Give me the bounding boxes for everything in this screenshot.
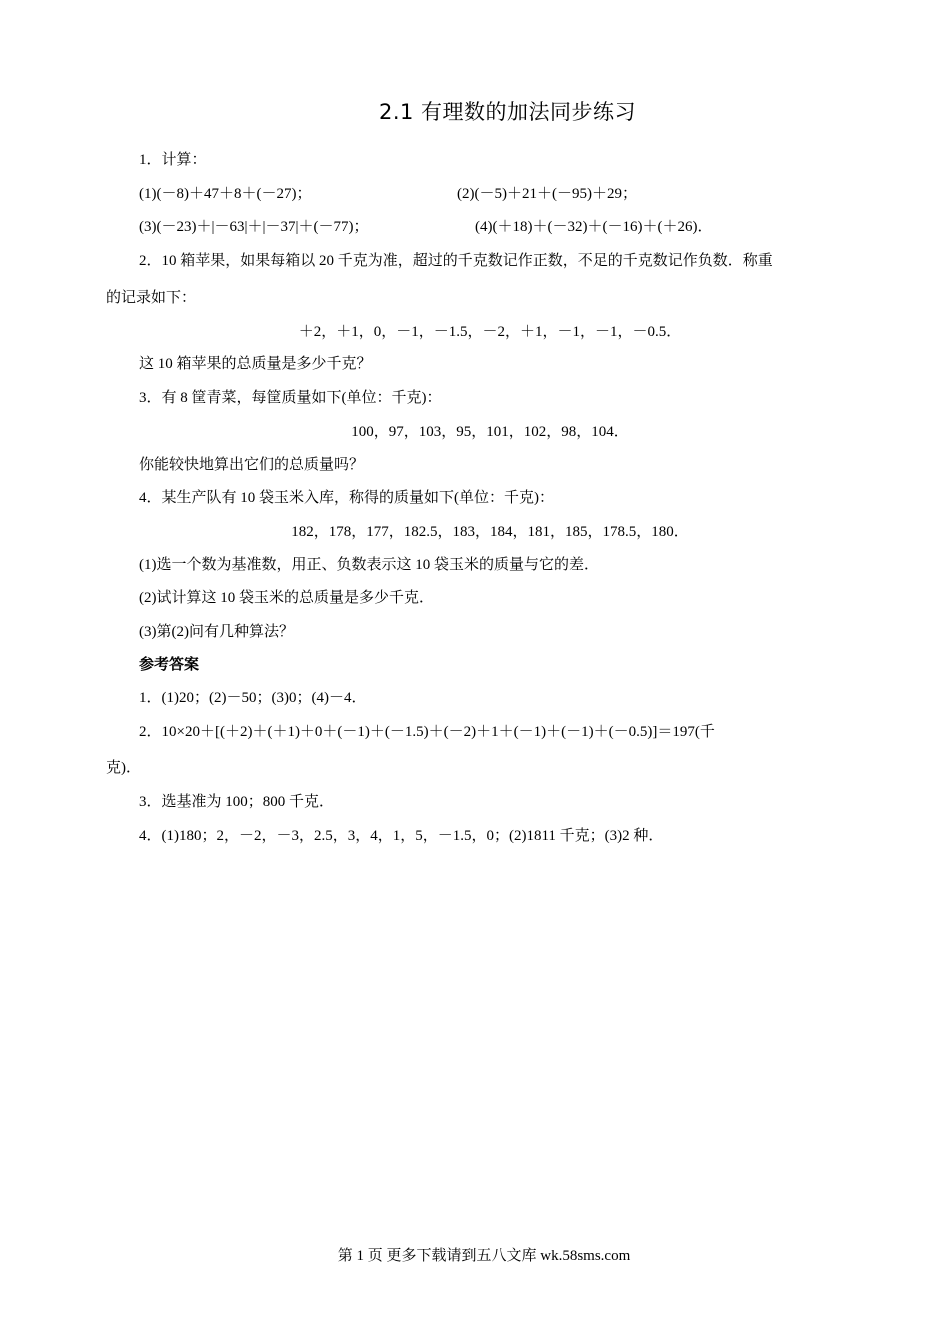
question-1-item-4: (4)(＋18)＋(－32)＋(－16)＋(＋26)． <box>475 219 713 235</box>
question-1-heading: 1．计算： <box>139 152 207 168</box>
question-3-text: 3．有 8 筐青菜，每筐质量如下(单位：千克)： <box>139 390 442 406</box>
answer-4: 4．(1)180；2，－2，－3，2.5，3，4，1，5，－1.5，0；(2)1811 千克；(3)2 种． <box>139 828 664 844</box>
answer-3: 3．选基准为 100；800 千克． <box>139 794 335 810</box>
question-2-text-line1: 2．10 箱苹果，如果每箱以 20 千克为准，超过的千克数记作正数，不足的千克数记作负数．称重 <box>139 253 773 269</box>
question-2-data: ＋2，＋1，0，－1，－1.5，－2，＋1，－1，－1，－0.5． <box>298 324 682 340</box>
question-2-question: 这 10 箱苹果的总质量是多少千克？ <box>139 356 372 372</box>
question-4-text: 4．某生产队有 10 袋玉米入库，称得的质量如下(单位：千克)： <box>139 490 554 506</box>
page-footer: 第 1 页 更多下载请到五八文库 wk.58sms.com <box>337 1248 631 1264</box>
page-title: 2.1 有理数的加法同步练习 <box>378 100 637 124</box>
question-1-item-1: (1)(－8)＋47＋8＋(－27)； <box>139 186 312 202</box>
question-1-item-2: (2)(－5)＋21＋(－95)＋29； <box>457 186 637 202</box>
question-3-data: 100，97，103，95，101，102，98，104． <box>351 424 629 440</box>
question-4-part-3: (3)第(2)问有几种算法？ <box>139 624 294 640</box>
answer-2-line2: 克)． <box>106 760 141 776</box>
question-3-question: 你能较快地算出它们的总质量吗？ <box>139 457 365 473</box>
question-4-part-2: (2)试计算这 10 袋玉米的总质量是多少千克． <box>139 590 434 606</box>
question-2-text-line2: 的记录如下： <box>106 290 197 306</box>
answer-2-line1: 2．10×20＋[(＋2)＋(＋1)＋0＋(－1)＋(－1.5)＋(－2)＋1＋(－1)＋(－1)＋(－0.5)]＝197(千 <box>139 724 715 740</box>
question-4-part-1: (1)选一个数为基准数，用正、负数表示这 10 袋玉米的质量与它的差． <box>139 557 599 573</box>
question-1-item-3: (3)(－23)＋|－63|＋|－37|＋(－77)； <box>139 219 369 235</box>
question-4-data: 182，178，177，182.5，183，184，181，185，178.5，180． <box>291 524 689 540</box>
answer-1: 1．(1)20；(2)－50；(3)0；(4)－4． <box>139 690 367 706</box>
answers-heading: 参考答案 <box>139 657 200 673</box>
